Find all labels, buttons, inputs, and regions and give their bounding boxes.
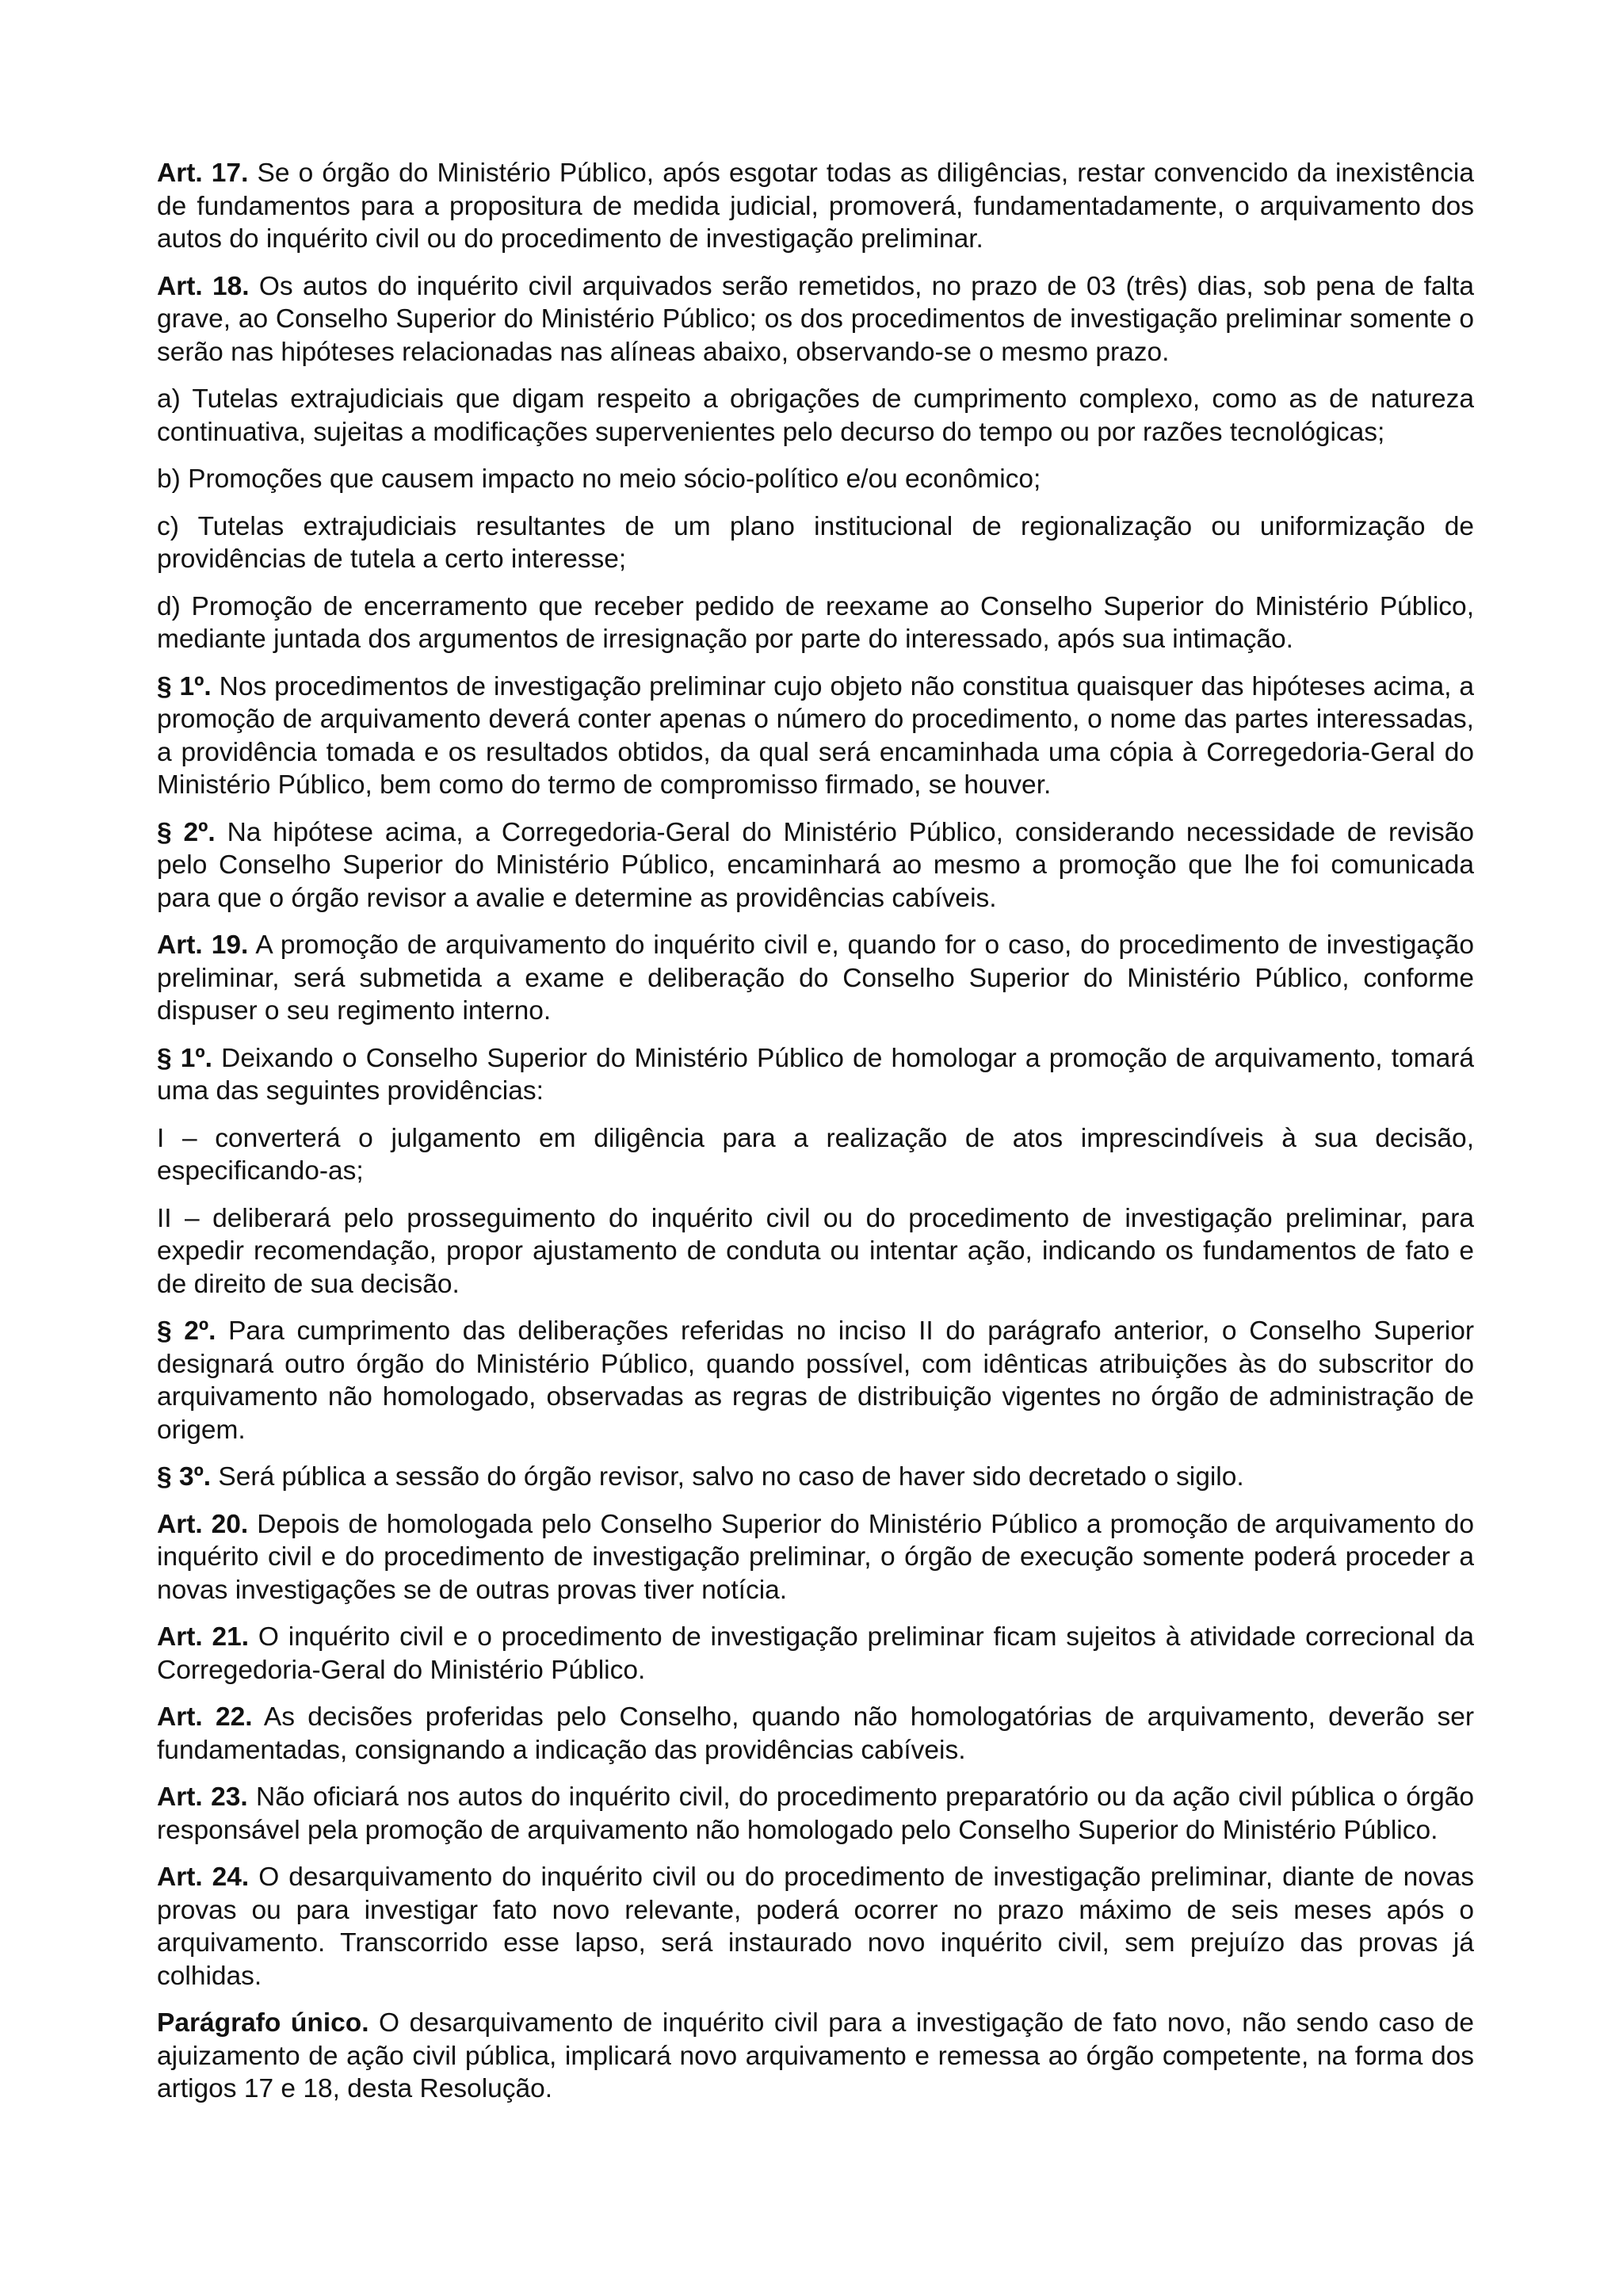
article-18-item-a [157, 383, 1474, 449]
article-19-paragraph-1 [157, 1042, 1474, 1108]
paragraph-text: Deixando o Conselho Superior do Ministério Público de homologar a promoção de arquivamento, tomará uma das seguintes providências: [157, 1043, 1474, 1106]
paragraph-text: A promoção de arquivamento do inquérito civil e, quando for o caso, do procedimento de investigação preliminar, será submetida a exame e deliberação do Conselho Superior do Ministério Público, conforme dispuser o seu regimento interno. [157, 930, 1474, 1026]
paragraph-text: Nos procedimentos de investigação preliminar cujo objeto não constitua quaisquer das hipóteses acima, a promoção de arquivamento deverá conter apenas o número do procedimento, o nome das partes interessadas, a providência tomada e os resultados obtidos, da qual será encaminhada uma cópia à Corregedoria-Geral do Ministério Público, bem como do termo de compromisso firmado, se houver. [157, 671, 1474, 800]
paragraph-text: O inquérito civil e o procedimento de investigação preliminar ficam sujeitos à atividade correcional da Corregedoria-Geral do Ministério Público. [157, 1622, 1474, 1685]
paragraph-label: Parágrafo único. [157, 2008, 369, 2038]
article-19-item-ii [157, 1202, 1474, 1301]
paragraph-text: O desarquivamento do inquérito civil ou do procedimento de investigação preliminar, diante de novas provas ou para investigar fato novo relevante, poderá ocorrer no prazo máximo de seis meses após o arquivamento. Transcorrido esse lapso, será instaurado novo inquérito civil, sem prejuízo das provas já colhidas. [157, 1862, 1474, 1991]
paragraph-label: Art. 23. [157, 1782, 248, 1812]
article-19 [157, 929, 1474, 1028]
paragraph-text: c) Tutelas extrajudiciais resultantes de um plano institucional de regionalização ou uniformização de providências de tutela a certo interesse; [157, 511, 1474, 574]
document-page [157, 157, 1474, 2120]
article-19-item-i [157, 1122, 1474, 1188]
paragraph-label: Art. 21. [157, 1622, 250, 1652]
article-20 [157, 1508, 1474, 1607]
paragraph-text: Não oficiará nos autos do inquérito civil, do procedimento preparatório ou da ação civil pública o órgão responsável pela promoção de arquivamento não homologado pelo Conselho Superior do Ministério Público. [157, 1782, 1474, 1845]
paragraph-label: Art. 24. [157, 1862, 250, 1892]
article-18-paragraph-2 [157, 816, 1474, 915]
paragraph-label: Art. 17. [157, 159, 249, 188]
article-23 [157, 1781, 1474, 1847]
article-18-item-b [157, 463, 1474, 496]
paragraph-text: Será pública a sessão do órgão revisor, salvo no caso de haver sido decretado o sigilo. [211, 1462, 1244, 1492]
paragraph-text: a) Tutelas extrajudiciais que digam respeito a obrigações de cumprimento complexo, como as de natureza continuativa, sujeitas a modificações supervenientes pelo decurso do tempo ou por razões tecnológicas; [157, 384, 1474, 447]
paragraph-label: § 1º. [157, 1043, 212, 1073]
paragraph-text: Se o órgão do Ministério Público, após esgotar todas as diligências, restar convencido da inexistência de fundamentos para a propositura de medida judicial, promoverá, fundamentadamente, o arquivamento dos autos do inquérito civil ou do procedimento de investigação preliminar. [157, 159, 1474, 254]
paragraph-text: II – deliberará pelo prosseguimento do inquérito civil ou do procedimento de investigação preliminar, para expedir recomendação, propor ajustamento de conduta ou intentar ação, indicando os fundamentos de fato e de direito de sua decisão. [157, 1203, 1474, 1299]
paragraph-label: § 3º. [157, 1462, 212, 1492]
paragraph-text: b) Promoções que causem impacto no meio sócio-político e/ou econômico; [157, 464, 1041, 494]
paragraph-label: § 2º. [157, 817, 216, 847]
paragraph-label: Art. 22. [157, 1702, 253, 1732]
paragraph-label: Art. 18. [157, 271, 250, 301]
article-19-paragraph-3 [157, 1461, 1474, 1494]
paragraph-label: § 1º. [157, 671, 212, 701]
article-18 [157, 270, 1474, 369]
paragraph-text: Os autos do inquérito civil arquivados serão remetidos, no prazo de 03 (três) dias, sob pena de falta grave, ao Conselho Superior do Ministério Público; os dos procedimentos de investigação preliminar somente o serão nas hipóteses relacionadas nas alíneas abaixo, observando-se o mesmo prazo. [157, 271, 1474, 367]
paragraph-text: Para cumprimento das deliberações referidas no inciso II do parágrafo anterior, o Conselho Superior designará outro órgão do Ministério Público, quando possível, com idênticas atribuições às do subscritor do arquivamento não homologado, observadas as regras de distribuição vigentes no órgão de administração de origem. [157, 1316, 1474, 1445]
article-18-item-c [157, 510, 1474, 576]
paragraph-text: O desarquivamento de inquérito civil para a investigação de fato novo, não sendo caso de ajuizamento de ação civil pública, implicará novo arquivamento e remessa ao órgão competente, na forma dos artigos 17 e 18, desta Resolução. [157, 2008, 1474, 2103]
paragraph-text: d) Promoção de encerramento que receber pedido de reexame ao Conselho Superior do Ministério Público, mediante juntada dos argumentos de irresignação por parte do interessado, após sua intimação. [157, 591, 1474, 654]
article-17 [157, 157, 1474, 256]
paragraph-label: Art. 20. [157, 1509, 249, 1539]
article-22 [157, 1701, 1474, 1767]
article-24 [157, 1861, 1474, 1992]
paragraph-text: I – converterá o julgamento em diligência para a realização de atos imprescindíveis à sua decisão, especificando-as; [157, 1123, 1474, 1186]
paragraph-label: Art. 19. [157, 930, 249, 960]
article-18-paragraph-1 [157, 670, 1474, 802]
article-18-item-d [157, 590, 1474, 656]
paragraph-text: Depois de homologada pelo Conselho Superior do Ministério Público a promoção de arquivamento do inquérito civil e do procedimento de investigação preliminar, o órgão de execução somente poderá proceder a novas investigações se de outras provas tiver notícia. [157, 1509, 1474, 1605]
paragraph-text: As decisões proferidas pelo Conselho, quando não homologatórias de arquivamento, deverão ser fundamentadas, consignando a indicação das providências cabíveis. [157, 1702, 1474, 1765]
article-19-paragraph-2 [157, 1315, 1474, 1446]
article-21 [157, 1621, 1474, 1687]
paragraph-text: Na hipótese acima, a Corregedoria-Geral do Ministério Público, considerando necessidade de revisão pelo Conselho Superior do Ministério Público, encaminhará ao mesmo a promoção que lhe foi comunicada para que o órgão revisor a avalie e determine as providências cabíveis. [157, 817, 1474, 913]
article-24-sole-paragraph [157, 2007, 1474, 2106]
paragraph-label: § 2º. [157, 1316, 216, 1346]
